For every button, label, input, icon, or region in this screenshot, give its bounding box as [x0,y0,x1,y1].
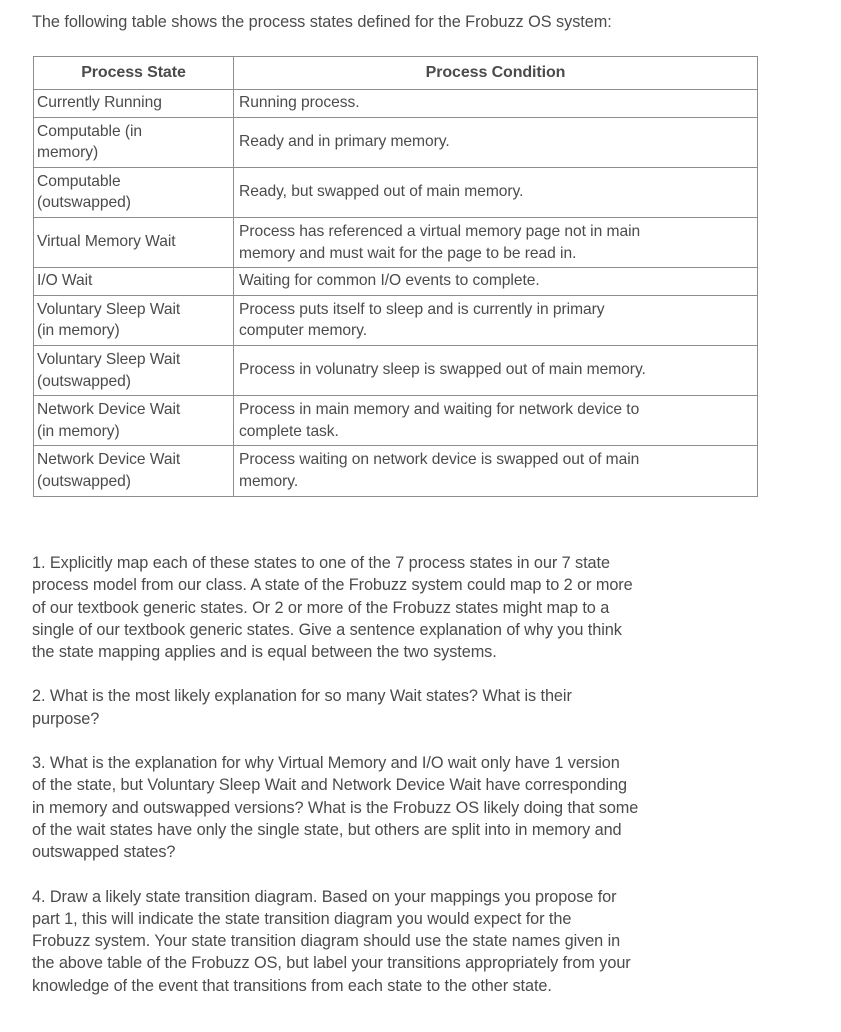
cell-process-condition: Process waiting on network device is swapped out of main memory. [234,446,758,496]
cell-process-state: Computable (in memory) [34,117,234,167]
cell-process-state: I/O Wait [34,268,234,296]
question-3: 3. What is the explanation for why Virtual Memory and I/O wait only have 1 version of the state, but Voluntary Sleep Wait and Network Device Wait have corresponding in memory and outswapped versions? What is the Frobuzz OS likely doing that some of the wait states have only the single state, but others are split into in memory and outswapped states? [32,754,639,862]
column-header-process-state: Process State [34,57,234,90]
table-row [34,345,758,395]
table-row [34,217,758,267]
table-row [34,396,758,446]
process-states-table [33,56,758,497]
cell-process-state: Virtual Memory Wait [34,217,234,267]
cell-process-condition: Ready, but swapped out of main memory. [234,167,758,217]
column-header-process-condition: Process Condition [234,57,758,90]
table-row [34,268,758,296]
cell-process-condition: Process puts itself to sleep and is currently in primary computer memory. [234,295,758,345]
question-2: 2. What is the most likely explanation for so many Wait states? What is their purpose? [32,687,572,728]
cell-process-state: Voluntary Sleep Wait (in memory) [34,295,234,345]
table-row [34,295,758,345]
questions-section [32,552,774,997]
table-body [34,90,758,497]
cell-process-state: Voluntary Sleep Wait (outswapped) [34,345,234,395]
cell-process-state: Network Device Wait (in memory) [34,396,234,446]
cell-process-state: Network Device Wait (outswapped) [34,446,234,496]
cell-process-condition: Process in main memory and waiting for network device to complete task. [234,396,758,446]
cell-process-condition: Running process. [234,90,758,118]
intro-paragraph: The following table shows the process states defined for the Frobuzz OS system: [32,13,612,31]
table-row [34,117,758,167]
question-1: 1. Explicitly map each of these states to one of the 7 process states in our 7 state process model from our class. A state of the Frobuzz system could map to 2 or more of our textbook generic states. Or 2 or more of the Frobuzz states might map to a single of our textbook generic states. Give a sentence explanation of why you think the state mapping applies and is equal between the two systems. [32,554,633,662]
table-header-row [34,57,758,90]
cell-process-condition: Process in volunatry sleep is swapped out of main memory. [234,345,758,395]
cell-process-state: Currently Running [34,90,234,118]
cell-process-condition: Ready and in primary memory. [234,117,758,167]
cell-process-condition: Waiting for common I/O events to complete. [234,268,758,296]
cell-process-state: Computable (outswapped) [34,167,234,217]
table-row [34,446,758,496]
table-row [34,90,758,118]
question-4: 4. Draw a likely state transition diagram. Based on your mappings you propose for part 1, this will indicate the state transition diagram you would expect for the Frobuzz system. Your state transition diagram should use the state names given in the above table of the Frobuzz OS, but label your transitions appropriately from your knowledge of the event that transitions from each state to the other state. [32,887,631,995]
table-row [34,167,758,217]
cell-process-condition: Process has referenced a virtual memory page not in main memory and must wait for the page to be read in. [234,217,758,267]
